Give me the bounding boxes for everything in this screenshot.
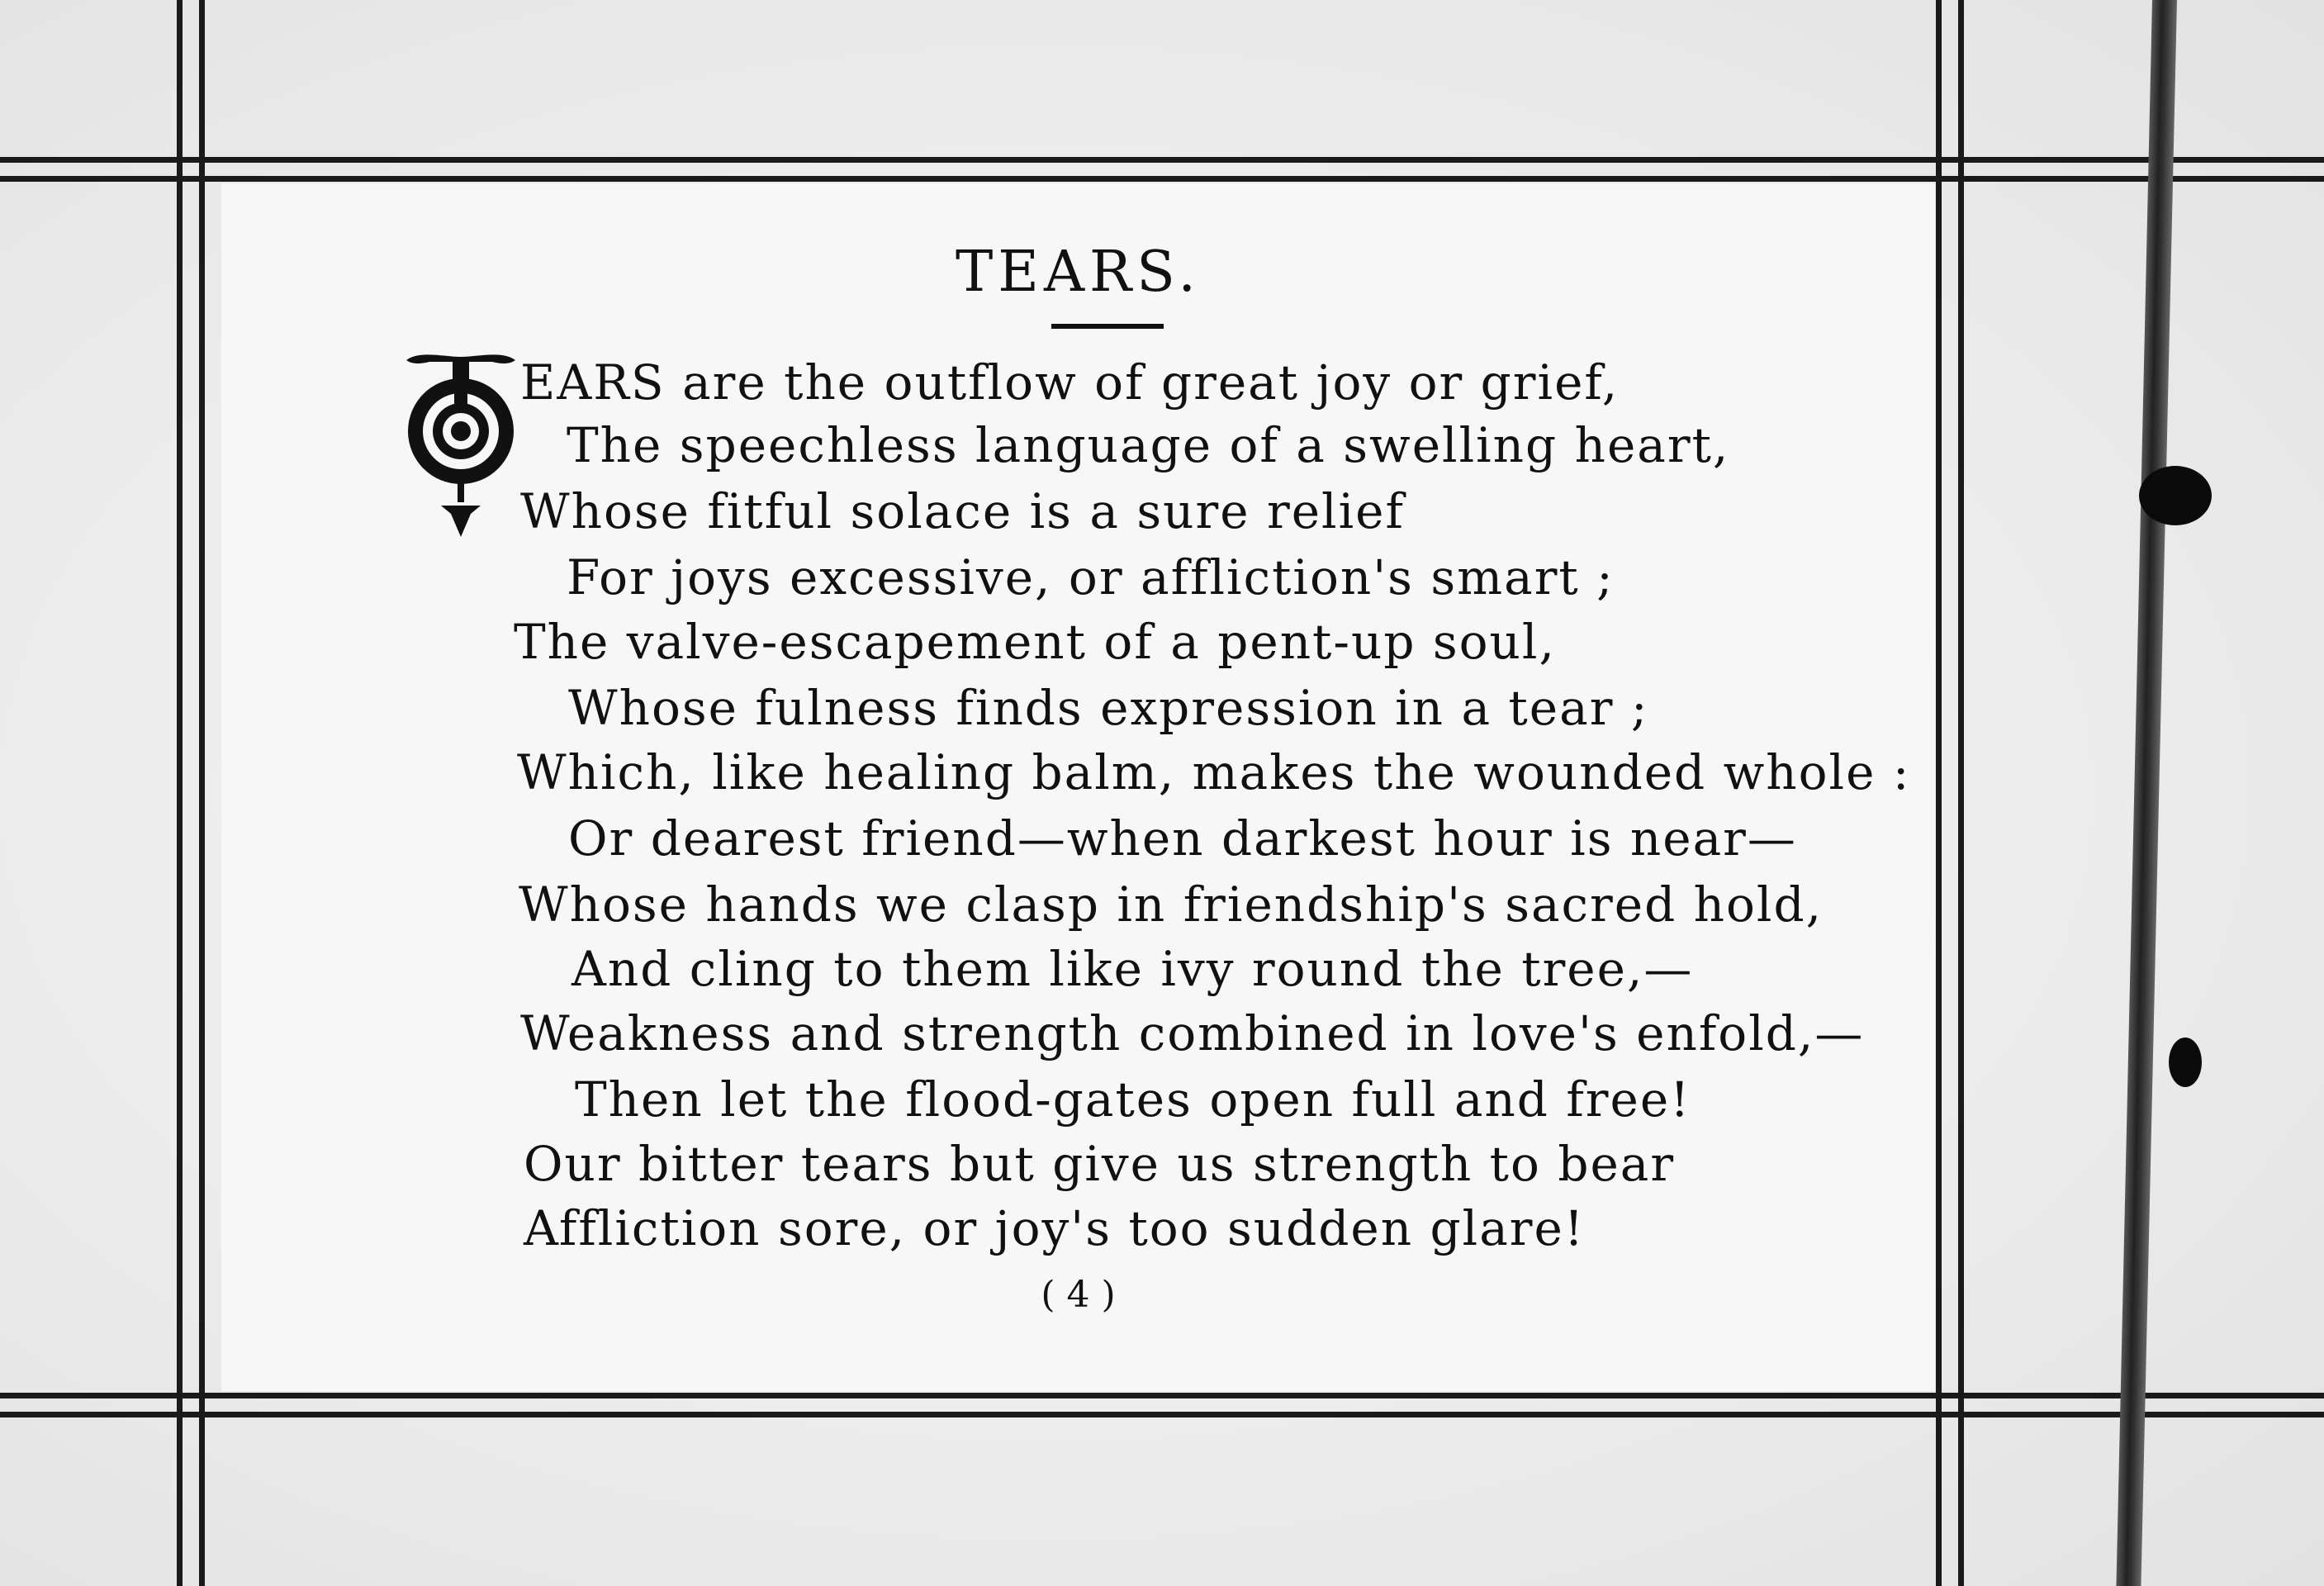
poem-body — [221, 183, 1935, 1391]
poem-line-7: Which, like healing balm, makes the wounded whole : — [517, 744, 1911, 800]
poem-page — [221, 183, 1935, 1391]
poem-line-1: EARS are the outflow of great joy or grief, — [520, 354, 1620, 411]
binding-rivet-upper — [2139, 466, 2212, 525]
poem-line-9: Whose hands we clasp in friendship's sacred hold, — [519, 876, 1824, 933]
right-frame-rule — [1936, 0, 1964, 1586]
left-frame-rule — [177, 0, 205, 1586]
bottom-frame-rule — [0, 1393, 2324, 1417]
page-number: ( 4 ) — [1041, 1274, 1116, 1316]
poem-line-2: The speechless language of a swelling heart, — [567, 417, 1730, 473]
poem-line-12: Then let the flood-gates open full and free! — [575, 1071, 1691, 1128]
poem-line-14: Affliction sore, or joy's too sudden glare! — [524, 1200, 1586, 1256]
poem-line-6: Whose fulness finds expression in a tear ; — [568, 680, 1649, 736]
poem-line-13: Our bitter tears but give us strength to bear — [524, 1136, 1676, 1192]
poem-line-11: Weakness and strength combined in love's enfold,— — [520, 1005, 1865, 1061]
top-frame-rule — [0, 157, 2324, 182]
poem-title: TEARS. — [955, 240, 1202, 305]
poem-line-10: And cling to them like ivy round the tree,— — [572, 941, 1694, 997]
poem-line-4: For joys excessive, or affliction's smart ; — [567, 549, 1615, 605]
poem-line-8: Or dearest friend—when darkest hour is near— — [568, 810, 1797, 867]
binding-rivet-lower — [2169, 1038, 2202, 1087]
poem-line-5: The valve-escapement of a pent-up soul, — [514, 614, 1556, 670]
poem-line-3: Whose fitful solace is a sure relief — [520, 483, 1405, 539]
